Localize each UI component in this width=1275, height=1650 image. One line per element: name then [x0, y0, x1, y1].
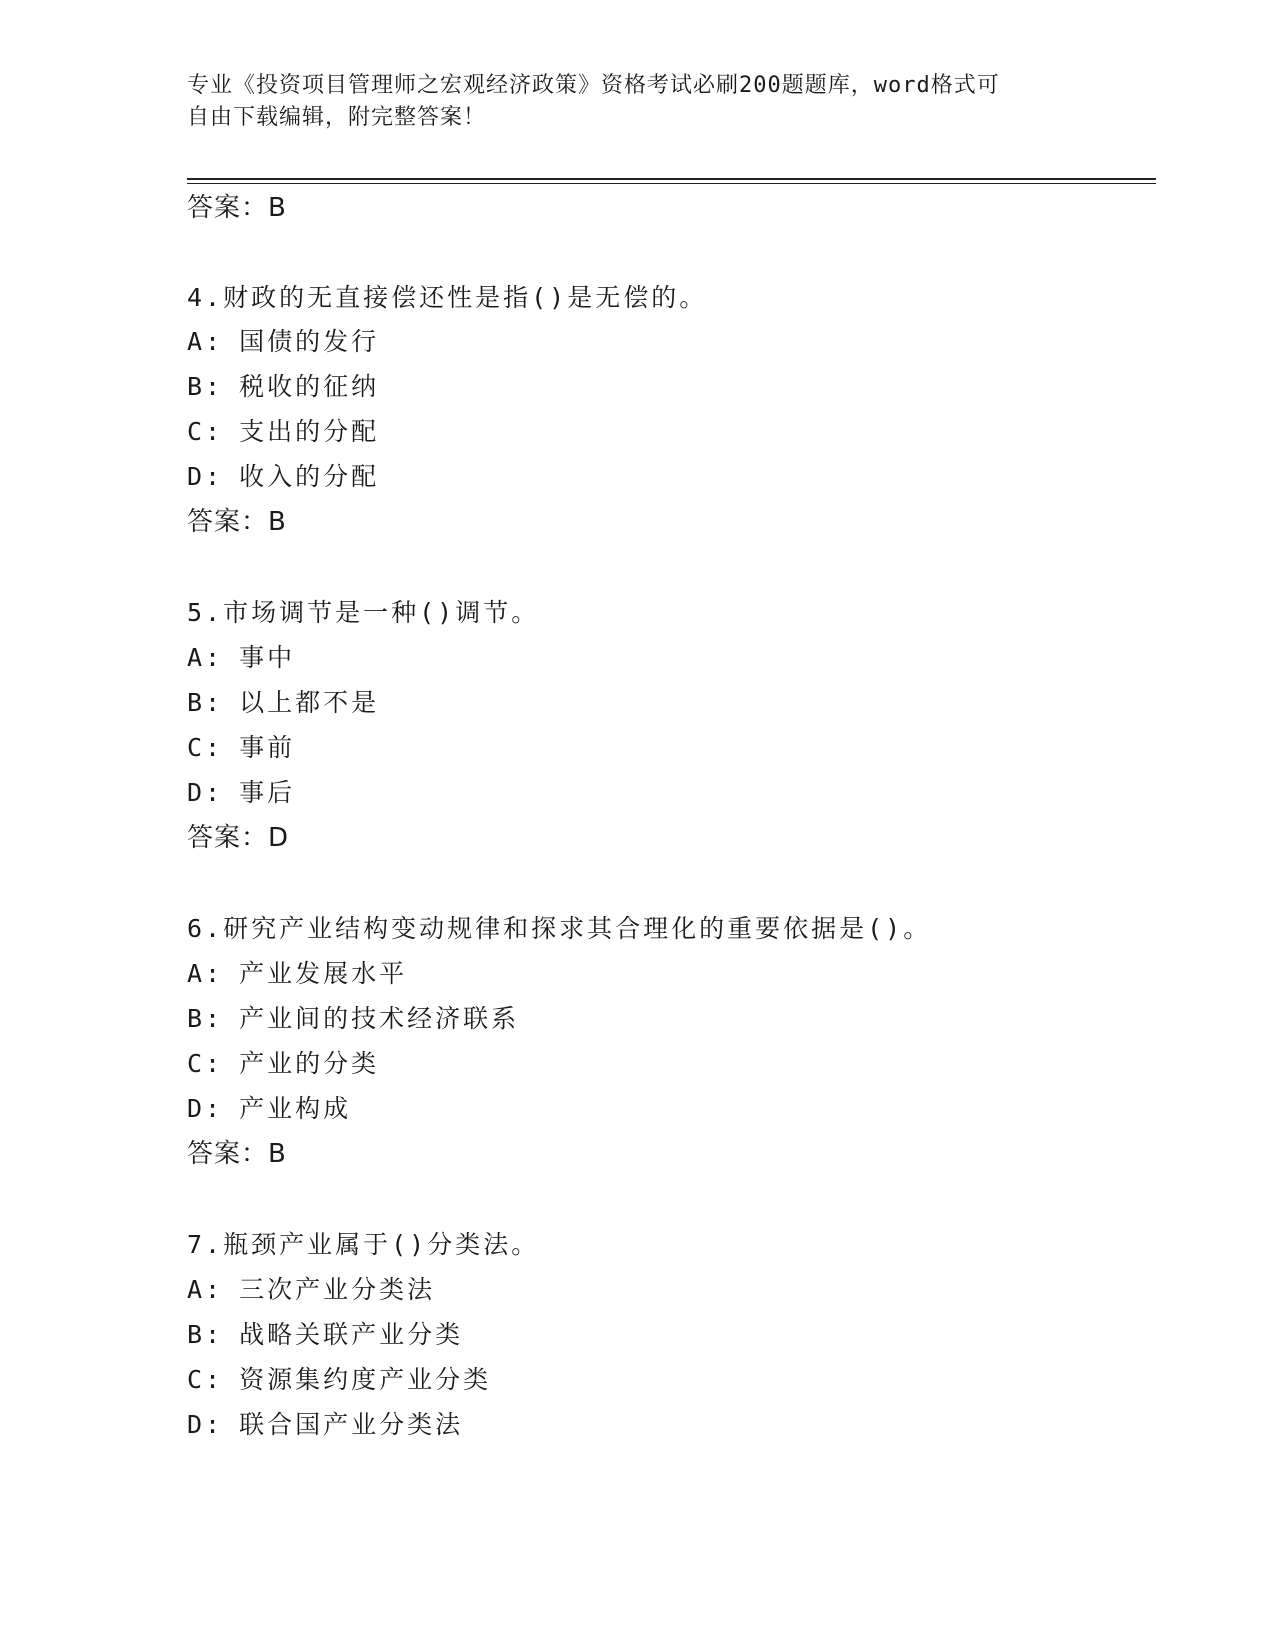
option-label: B:: [187, 688, 224, 717]
question-stem-4: 4.财政的无直接偿还性是指()是无偿的。: [187, 283, 708, 312]
option-label: A:: [187, 1275, 224, 1304]
header-rule-thin: [187, 183, 1156, 184]
option-text: 战略关联产业分类: [239, 1320, 464, 1349]
option-label: B:: [187, 1004, 224, 1033]
option-text: 产业间的技术经济联系: [239, 1004, 520, 1033]
answer-6: 答案：B: [187, 1139, 287, 1169]
option-text: 产业构成: [239, 1094, 352, 1123]
option-text: 国债的发行: [239, 327, 380, 356]
option-5-d: [187, 776, 295, 810]
option-5-b: [187, 686, 379, 720]
answer-4: 答案：B: [187, 507, 287, 537]
option-6-c: [187, 1047, 379, 1081]
option-label: B:: [187, 1320, 224, 1349]
answer-5: 答案：D: [187, 823, 290, 853]
option-label: C:: [187, 733, 224, 762]
option-6-a: [187, 957, 407, 991]
option-7-d: [187, 1408, 463, 1442]
option-5-c: [187, 731, 295, 765]
option-label: D:: [187, 1094, 224, 1123]
option-label: B:: [187, 372, 224, 401]
option-label: A:: [187, 643, 224, 672]
option-4-b: [187, 370, 379, 404]
option-label: C:: [187, 417, 224, 446]
option-text: 资源集约度产业分类: [239, 1365, 492, 1394]
option-text: 收入的分配: [239, 462, 380, 491]
option-text: 支出的分配: [239, 417, 380, 446]
option-label: D:: [187, 1410, 224, 1439]
option-text: 三次产业分类法: [239, 1275, 436, 1304]
option-label: A:: [187, 959, 224, 988]
answer-prev: 答案：B: [187, 193, 287, 223]
option-4-c: [187, 415, 379, 449]
option-text: 联合国产业分类法: [239, 1410, 464, 1439]
option-label: C:: [187, 1365, 224, 1394]
option-text: 产业发展水平: [239, 959, 408, 988]
option-4-a: [187, 325, 379, 359]
option-label: C:: [187, 1049, 224, 1078]
option-text: 事前: [239, 733, 296, 762]
option-6-d: [187, 1092, 351, 1126]
option-5-a: [187, 641, 295, 675]
option-7-c: [187, 1363, 491, 1397]
option-text: 税收的征纳: [239, 372, 380, 401]
option-4-d: [187, 460, 379, 494]
option-label: D:: [187, 778, 224, 807]
option-text: 事中: [239, 643, 296, 672]
option-7-b: [187, 1318, 463, 1352]
option-text: 事后: [239, 778, 296, 807]
question-stem-7: 7.瓶颈产业属于()分类法。: [187, 1230, 540, 1259]
option-6-b: [187, 1002, 519, 1036]
header-line-1: 专业《投资项目管理师之宏观经济政策》资格考试必刷200题题库，word格式可: [187, 73, 1000, 98]
option-label: D:: [187, 462, 224, 491]
option-7-a: [187, 1273, 435, 1307]
option-text: 以上都不是: [239, 688, 380, 717]
option-text: 产业的分类: [239, 1049, 380, 1078]
header-rule-thick: [187, 178, 1156, 180]
question-stem-6: 6.研究产业结构变动规律和探求其合理化的重要依据是()。: [187, 914, 932, 943]
document-header: [187, 70, 1087, 134]
question-stem-5: 5.市场调节是一种()调节。: [187, 598, 540, 627]
option-label: A:: [187, 327, 224, 356]
header-line-2: 自由下载编辑，附完整答案！: [187, 105, 487, 130]
